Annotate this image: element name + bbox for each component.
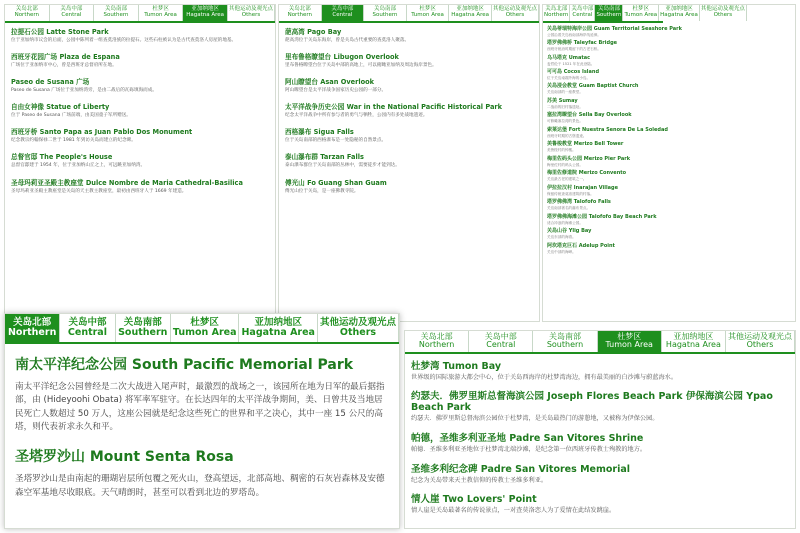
- attraction-description: 位于关岛南部的西格瀑布是一处隐秘的自然景点。: [285, 138, 387, 144]
- attraction-description: 美鲁梭村的钟楼。: [547, 148, 576, 153]
- attraction-title-link[interactable]: 塔罗佛佛湾 Talofofo Falls: [547, 199, 611, 206]
- list-item: [547, 169, 791, 181]
- attraction-title-link[interactable]: 苏美 Sumay: [547, 97, 578, 104]
- attraction-title-link[interactable]: 阿山瞭望台 Asan Overlook: [285, 77, 375, 86]
- attraction-description: 位于 Paseo de Susana 广场前端，由美国童子军所赠送。: [11, 113, 131, 119]
- attraction-title-link[interactable]: 关岛山谷 Ylig Bay: [547, 228, 592, 235]
- attraction-title-link[interactable]: 圣维多利纪念碑 Padre San Vitores Memorial: [411, 463, 631, 475]
- attraction-description: 纪念教宗约翰保禄二世于 1981 年到访关岛而建立的纪念碑。: [11, 138, 136, 144]
- list-item: [547, 126, 791, 138]
- attraction-description: 情人崖是关岛最著名的传说景点，一对查莫洛恋人为了爱情在此结发跳崖。: [411, 507, 616, 515]
- list-item: [547, 54, 791, 66]
- attraction-title-link[interactable]: 西班牙桥 Santo Papa as Juan Pablo Dos Monument: [11, 128, 193, 137]
- list-item: [547, 111, 791, 123]
- tab-hagatna-area[interactable]: 亚加纳地区 Hagatna Area: [662, 331, 726, 352]
- attraction-description: 西班牙统治时期留下的古老石桥。: [547, 47, 601, 52]
- attraction-description: 位于关岛南端外海的小岛。: [547, 75, 591, 80]
- attraction-title-link[interactable]: 塞拉湾瞭望台 Sella Bay Overlook: [547, 112, 632, 119]
- list-item: [11, 151, 269, 169]
- list-item: [15, 446, 389, 500]
- tab-central[interactable]: 关岛中部 Central: [60, 314, 115, 342]
- attraction-title-link[interactable]: 帕德，圣维多利亚圣地 Padre San Vitores Shrine: [411, 433, 644, 445]
- attraction-description: 阿山瞭望台是太平洋战争国家历史公园的一部分。: [285, 87, 387, 93]
- tab-northern[interactable]: 关岛北部 Northern: [543, 5, 570, 21]
- tab-tumon-area[interactable]: 杜梦区 Tumon Area: [598, 331, 662, 352]
- attraction-description: 纪念太平洋战争中所有参与者的勇气与牺牲，公园内有多处战地遗迹。: [285, 113, 428, 119]
- attraction-description: 纪念为关岛带来天主教信仰的传教士圣维多利亚。: [411, 476, 548, 484]
- list-item: [547, 213, 791, 225]
- attraction-title-link[interactable]: 塔罗佛佛桥 Taleyfac Bridge: [547, 40, 618, 47]
- attraction-title-link[interactable]: 塔罗佛佛海滩公园 Talofofo Bay Beach Park: [547, 213, 657, 220]
- attraction-title-link[interactable]: 太平洋战争历史公园 War in the National Pacific Historical Park: [285, 103, 503, 112]
- attraction-list: [543, 23, 795, 259]
- attraction-title-link[interactable]: 圣塔罗沙山 Mount Senta Rosa: [15, 449, 234, 466]
- list-item: [547, 25, 791, 37]
- attraction-title-link[interactable]: 阿坎塔克巨石 Adelup Point: [547, 242, 615, 249]
- attraction-description: 圣母玛莉亚圣殿主教座堂是关岛的天主教主教座堂，最初由西班牙人于 1669 年建造。: [11, 188, 187, 194]
- list-item: [547, 82, 791, 94]
- attraction-list: [405, 354, 795, 526]
- region-tabs: [5, 5, 275, 23]
- list-item: [411, 358, 789, 383]
- attraction-description: 关岛最古老的建筑之一。: [547, 177, 587, 182]
- panel-tumon-area: [404, 330, 796, 529]
- list-item: [285, 76, 533, 94]
- list-item: [411, 491, 789, 516]
- tab-tumon-area[interactable]: 杜梦区 Tumon Area: [407, 5, 450, 21]
- list-item: [11, 76, 269, 94]
- tab-northern[interactable]: 关岛北部 Northern: [5, 5, 50, 21]
- list-item: [15, 354, 389, 434]
- region-tabs: [5, 314, 399, 344]
- panel-northern: [4, 313, 400, 529]
- attraction-title-link[interactable]: 自由女神像 Statue of Liberty: [11, 103, 110, 112]
- attraction-title-link[interactable]: 关岛浸会教堂 Guam Baptist Church: [547, 83, 639, 90]
- list-item: [285, 51, 533, 69]
- tab-southern[interactable]: 关岛南部 Southern: [533, 331, 597, 352]
- list-item: [285, 126, 533, 144]
- attraction-title-link[interactable]: 总督官邸 The People's House: [11, 153, 113, 162]
- list-item: [11, 126, 269, 144]
- tab-northern[interactable]: 关岛北部 Northern: [279, 5, 322, 21]
- list-item: [285, 151, 533, 169]
- attraction-description: 西班牙时期的古堡遗迹。: [547, 133, 587, 138]
- tab-others[interactable]: 其他运动及观光点 Others: [700, 5, 747, 21]
- list-item: [547, 97, 791, 109]
- list-item: [285, 101, 533, 119]
- tab-central[interactable]: 关岛中部 Central: [50, 5, 95, 21]
- list-item: [547, 227, 791, 239]
- attraction-title-link[interactable]: 约瑟夫．佛罗里斯总督海滨公园 Joseph Flores Beach Park 伊保海滨公园 Ypao Beach Park: [411, 391, 773, 414]
- attraction-title-link[interactable]: 伊拉拉汉村 Inarajan Village: [547, 184, 619, 191]
- tab-others[interactable]: 其他运动及观光点 Others: [318, 314, 399, 342]
- attraction-title-link[interactable]: Paseo de Susana 广场: [11, 77, 90, 86]
- attraction-description: 关岛南部著名的瀑布景点。: [547, 206, 591, 211]
- tab-tumon-area[interactable]: 杜梦区 Tumon Area: [139, 5, 184, 21]
- attraction-description: 位于亚加纳市议会的后面，公园中陈列着一组查莫洛族的拉提石。这些石柱被认为是古代查莫洛人房屋的地基。: [11, 37, 237, 43]
- tab-northern[interactable]: 关岛北部 Northern: [405, 331, 469, 352]
- attraction-description: Paseo de Susana 广场位于亚加纳湾旁，是由二战后的瓦砾填海而成。: [11, 87, 157, 93]
- attraction-description: 关岛中部的海岬。: [547, 249, 576, 254]
- attraction-description: 里布鲁格瞭望台位于关岛中部的高地上，可以俯瞰亚加纳及周边海岸景色。: [285, 62, 437, 68]
- panel-southern: [542, 4, 796, 322]
- list-item: [11, 101, 269, 119]
- attraction-description: 总督官邸建于 1954 年，位于亚加纳山丘之上，可远眺亚加纳湾。: [11, 163, 146, 169]
- attraction-description: 麦哲伦于 1521 年在此登陆。: [547, 61, 595, 66]
- tab-others[interactable]: 其他运动及观光点 Others: [726, 331, 795, 352]
- attraction-description: 保留传统查莫洛建筑的村落。: [547, 191, 594, 196]
- attraction-description: 关岛南部的一座教堂。: [547, 90, 583, 95]
- attraction-description: 葩高湾位于关岛东海岸，曾是关岛古代重要的查莫洛人聚落。: [285, 37, 410, 43]
- attraction-description: 圣塔罗沙山是由南起的珊瑚岩层所包覆之死火山，登高望远，北部高地、稠密的石灰岩森林及安德森空军基地尽收眼底。天气晴朗时，甚至可以看到北边的罗塔岛。: [15, 474, 385, 498]
- attraction-title-link[interactable]: 杜梦湾 Tumon Bay: [411, 360, 502, 372]
- attraction-description: 世界级的国际旅游大都会中心，位于关岛西海岸的杜梦湾海边，拥有最美丽的白沙滩与蔚蓝海水。: [411, 373, 678, 381]
- list-item: [547, 198, 791, 210]
- panel-hagatna-area: [4, 4, 276, 322]
- attraction-title-link[interactable]: 可可岛 Cocos Island: [547, 68, 600, 75]
- list-item: [285, 26, 533, 44]
- attraction-description: 泰山瀑布群位于关岛南部的丛林中，需要徒步才能到达。: [285, 163, 400, 169]
- tab-hagatna-area[interactable]: 亚加纳地区 Hagatna Area: [659, 5, 700, 21]
- attraction-description: 约瑟夫．佛罗里斯总督海滨公园位于杜梦湾，是关岛最热门的游憩地，又被称为伊保公园。: [411, 415, 659, 423]
- panel-central: [278, 4, 540, 322]
- tab-hagatna-area[interactable]: 亚加纳地区 Hagatna Area: [449, 5, 492, 21]
- tab-central[interactable]: 关岛中部 Central: [469, 331, 533, 352]
- attraction-list: [5, 23, 275, 205]
- attraction-title-link[interactable]: 关岛蒂瑞特海岸公园 Guam Territorial Seashore Park: [547, 25, 682, 32]
- list-item: [11, 26, 269, 44]
- attraction-title-link[interactable]: 情人崖 Two Lovers' Point: [411, 494, 537, 506]
- list-item: [547, 184, 791, 196]
- tab-tumon-area[interactable]: 杜梦区 Tumon Area: [171, 314, 240, 342]
- attraction-title-link[interactable]: 葩高湾 Pago Bay: [285, 27, 342, 36]
- attraction-description: 公园沿着关岛西南部海岸线延伸。: [547, 32, 601, 37]
- attraction-title-link[interactable]: 西格瀑布 Sigua Falls: [285, 128, 354, 137]
- tab-central[interactable]: 关岛中部 Central: [322, 5, 365, 21]
- attraction-title-link[interactable]: 美鲁梭教堂 Merizo Bell Tower: [547, 141, 624, 148]
- attraction-title-link[interactable]: 里布鲁格瞭望台 Libugon Overlook: [285, 52, 399, 61]
- attraction-description: 梅里佐村的码头公园。: [547, 162, 583, 167]
- tab-hagatna-area[interactable]: 亚加纳地区 Hagatna Area: [183, 5, 228, 21]
- tab-central[interactable]: 关岛中部 Central: [570, 5, 595, 21]
- list-item: [11, 177, 269, 195]
- list-item: [547, 155, 791, 167]
- list-item: [411, 388, 789, 424]
- region-tabs: [405, 331, 795, 354]
- tab-others[interactable]: 其他运动及观光点 Others: [492, 5, 539, 21]
- attraction-description: 帕德．圣维多利亚圣地位于杜梦湾北端沙滩，是纪念第一位西班牙传教士殉教的地方。: [411, 446, 647, 454]
- list-item: [547, 242, 791, 254]
- tab-southern[interactable]: 关岛南部 Southern: [94, 5, 139, 21]
- attraction-description: 傅光山位于关岛，是一座佛教寺院。: [285, 188, 359, 194]
- attraction-description: 适合冲浪的海滩公园。: [547, 220, 583, 225]
- list-item: [547, 39, 791, 51]
- attraction-description: 二战前的旧村落遗址。: [547, 104, 583, 109]
- attraction-list: [279, 23, 539, 205]
- region-tabs: [543, 5, 745, 23]
- attraction-description: 广场位于亚加纳市中心，曾是西班牙总督府所在地。: [11, 62, 117, 68]
- attraction-title-link[interactable]: 索莱达堡 Fort Nuestra Senora De La Soledad: [547, 126, 668, 133]
- tab-southern[interactable]: 关岛南部 Southern: [364, 5, 407, 21]
- attraction-title-link[interactable]: 圣母玛莉亚圣殿主教座堂 Dulce Nombre de Maria Cathedral-Basilica: [11, 178, 243, 187]
- tab-northern[interactable]: 关岛北部 Northern: [5, 314, 60, 342]
- attraction-title-link[interactable]: 乌马塔克 Umatac: [547, 54, 591, 61]
- attraction-description: 关岛东部的海湾。: [547, 235, 576, 240]
- tab-tumon-area[interactable]: 杜梦区 Tumon Area: [623, 5, 659, 21]
- tab-others[interactable]: 其他运动及观光点 Others: [228, 5, 275, 21]
- list-item: [547, 68, 791, 80]
- list-item: [411, 461, 789, 486]
- tab-southern[interactable]: 关岛南部 Southern: [595, 5, 623, 21]
- attraction-title-link[interactable]: 拉提石公园 Latte Stone Park: [11, 27, 109, 36]
- attraction-title-link[interactable]: 南太平洋纪念公园 South Pacific Memorial Park: [15, 356, 354, 373]
- attraction-title-link[interactable]: 西班牙花园广场 Plaza de Espana: [11, 52, 120, 61]
- list-item: [411, 430, 789, 455]
- attraction-description: 可俯瞰塞拉湾的景色。: [547, 119, 583, 124]
- attraction-list: [5, 344, 399, 522]
- attraction-title-link[interactable]: 傅光山 Fo Guang Shan Guam: [285, 178, 387, 187]
- list-item: [285, 177, 533, 195]
- region-tabs: [279, 5, 539, 23]
- attraction-title-link[interactable]: 梅里佐修道院 Merizo Convento: [547, 170, 627, 177]
- list-item: [547, 140, 791, 152]
- attraction-description: 南太平洋纪念公园曾经是二次大战进入尾声时，最激烈的战场之一，该园所在地为日军的最后据指部，由 (Hideyoohi Obata) 将军率军驻守。在长达四年的太平洋战争期间，美、日曾共及当地居民死亡人数超过 50 万人，这座公园就是纪念这些死亡的世界和平之决心，其中一座 15 公尺的高塔，则代表祈求永久和平。: [15, 381, 385, 432]
- list-item: [11, 51, 269, 69]
- tab-southern[interactable]: 关岛南部 Southern: [116, 314, 171, 342]
- attraction-title-link[interactable]: 泰山瀑布群 Tarzan Falls: [285, 153, 364, 162]
- tab-hagatna-area[interactable]: 亚加纳地区 Hagatna Area: [239, 314, 318, 342]
- attraction-title-link[interactable]: 梅里佐码头公园 Merizo Pier Park: [547, 155, 631, 162]
